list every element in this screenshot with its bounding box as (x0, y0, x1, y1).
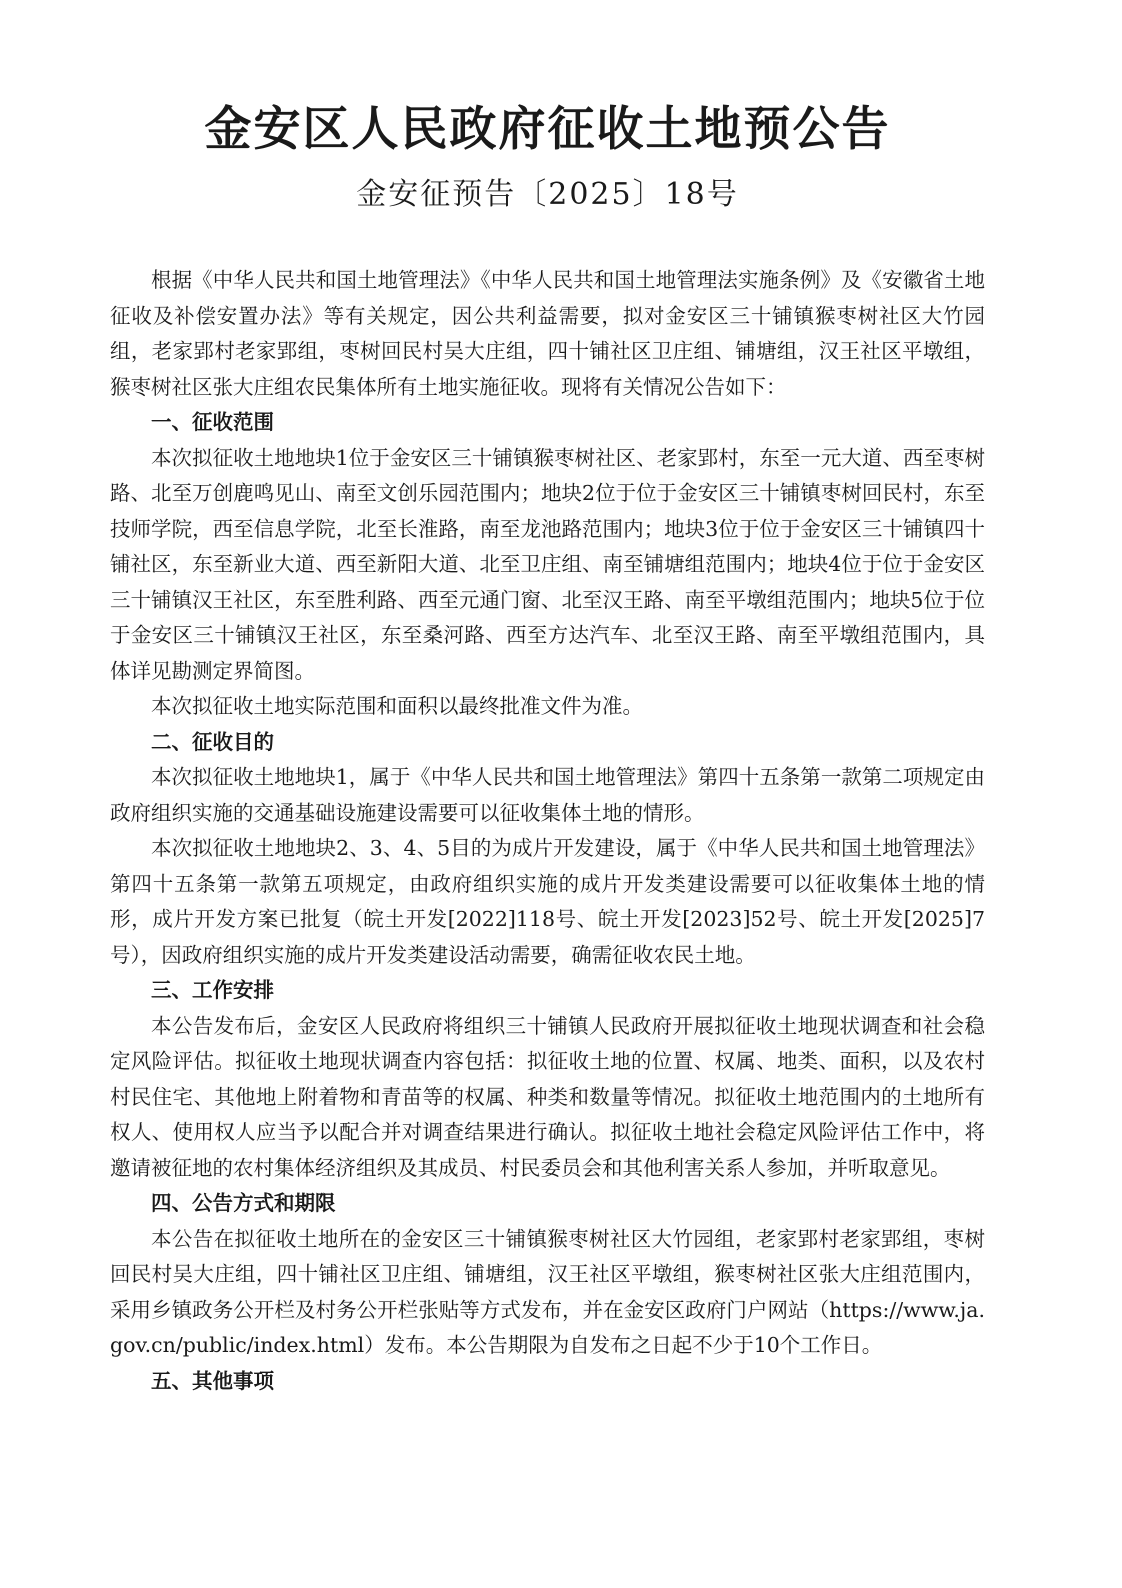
scope-paragraph-2: 本次拟征收土地实际范围和面积以最终批准文件为准。 (151, 694, 643, 718)
scope-paragraph-1: 本次拟征收土地地块1位于金安区三十铺镇猴枣树社区、老家郢村，东至一元大道、西至枣树路、北至万创鹿鸣见山、南至文创乐园范围内；地块2位于位于金安区三十铺镇枣树回民村，东至技师学院，西至信息学院，北至长淮路，南至龙池路范围内；地块3位于位于金安区三十铺镇四十铺社区，东至新业大道、西至新阳大道、北至卫庄组、南至铺塘组范围内；地块4位于位于金安区三十铺镇汉王社区，东至胜利路、西至元通门窗、北至汉王路、南至平墩组范围内；地块5位于位于金安区三十铺镇汉王社区，东至桑河路、西至方达汽车、北至汉王路、南至平墩组范围内，具体详见勘测定界简图。 (110, 445, 985, 683)
document-body (110, 263, 985, 1399)
document-number: 金安征预告〔2025〕18号 (356, 177, 739, 212)
intro-paragraph: 根据《中华人民共和国土地管理法》《中华人民共和国土地管理法实施条例》及《安徽省土地征收及补偿安置办法》等有关规定，因公共利益需要，拟对金安区三十铺镇猴枣树社区大竹园组，老家郢村老家郢组，枣树回民村吴大庄组，四十铺社区卫庄组、铺塘组，汉王社区平墩组，猴枣树社区张大庄组农民集体所有土地实施征收。现将有关情况公告如下： (110, 268, 985, 399)
section-heading-work-arrangement: 三、工作安排 (151, 978, 274, 1002)
document-page (110, 95, 985, 1399)
purpose-paragraph-1: 本次拟征收土地地块1，属于《中华人民共和国土地管理法》第四十五条第一款第二项规定由政府组织实施的交通基础设施建设需要可以征收集体土地的情形。 (110, 765, 985, 825)
section-heading-purpose: 二、征收目的 (151, 729, 274, 754)
purpose-paragraph-2: 本次拟征收土地地块2、3、4、5目的为成片开发建设，属于《中华人民共和国土地管理法》第四十五条第一款第五项规定，由政府组织实施的成片开发类建设需要可以征收集体土地的情形，成片开发方案已批复（皖土开发[2022]118号、皖土开发[2023]52号、皖土开发[2025]7号），因政府组织实施的成片开发类建设活动需要，确需征收农民土地。 (110, 836, 985, 967)
document-title: 金安区人民政府征收土地预公告 (204, 102, 891, 157)
announcement-method-paragraph: 本公告在拟征收土地所在的金安区三十铺镇猴枣树社区大竹园组，老家郢村老家郢组，枣树回民村吴大庄组，四十铺社区卫庄组、铺塘组，汉王社区平墩组，猴枣树社区张大庄组范围内，采用乡镇政务公开栏及村务公开栏张贴等方式发布，并在金安区政府门户网站（https://www.ja.gov.cn/public/index.html）发布。本公告期限为自发布之日起不少于10个工作日。 (110, 1226, 985, 1357)
section-heading-scope: 一、征收范围 (151, 410, 274, 434)
section-heading-announcement-method: 四、公告方式和期限 (151, 1191, 336, 1215)
work-arrangement-paragraph: 本公告发布后，金安区人民政府将组织三十铺镇人民政府开展拟征收土地现状调查和社会稳定风险评估。拟征收土地现状调查内容包括：拟征收土地的位置、权属、地类、面积，以及农村村民住宅、其他地上附着物和青苗等的权属、种类和数量等情况。拟征收土地范围内的土地所有权人、使用权人应当予以配合并对调查结果进行确认。拟征收土地社会稳定风险评估工作中，将邀请被征地的农村集体经济组织及其成员、村民委员会和其他利害关系人参加，并听取意见。 (110, 1013, 985, 1180)
section-heading-other-matters: 五、其他事项 (151, 1368, 274, 1393)
